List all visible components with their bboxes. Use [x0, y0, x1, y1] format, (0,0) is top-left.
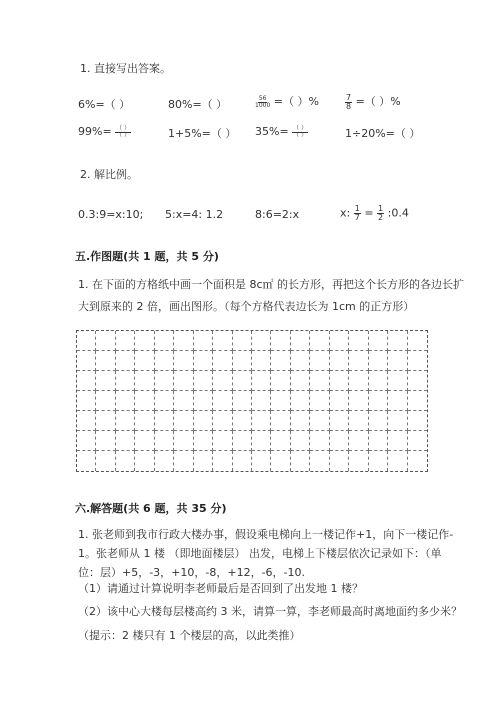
grid-cell — [252, 391, 271, 411]
grid-cell — [174, 431, 193, 451]
grid-cell — [116, 411, 135, 431]
grid-cell — [77, 451, 96, 471]
grid-cell — [310, 431, 329, 451]
grid-cell — [213, 451, 232, 471]
section-6-p1: 1. 张老师到我市行政大楼办事，假设乘电梯向上一楼记作+1，向下一楼记作- — [78, 528, 454, 541]
grid-cell — [330, 331, 349, 351]
grid-cell — [135, 391, 154, 411]
grid-paper — [76, 330, 428, 472]
proportion-2: 5:x=4: 1.2 — [165, 208, 224, 221]
exercise-1a: 6%=（ ） — [78, 98, 131, 111]
grid-cell — [194, 391, 213, 411]
grid-cell — [155, 331, 174, 351]
grid-cell — [116, 431, 135, 451]
grid-cell — [116, 331, 135, 351]
grid-cell — [135, 351, 154, 371]
grid-cell — [252, 371, 271, 391]
grid-cell — [408, 431, 427, 451]
grid-cell — [135, 411, 154, 431]
grid-cell — [388, 431, 407, 451]
grid-cell — [96, 351, 115, 371]
grid-cell — [310, 351, 329, 371]
grid-cell — [233, 351, 252, 371]
grid-cell — [135, 331, 154, 351]
grid-cell — [408, 331, 427, 351]
section-6-heading: 六.解答题(共 6 题，共 35 分) — [75, 502, 227, 515]
grid-cell — [233, 431, 252, 451]
exercise-1h: 1÷20%=（ ） — [345, 127, 421, 140]
proportion-4: x: $\frac{1}{7}$ = $\frac{1}{2}$ :0.4 — [340, 204, 409, 222]
grid-cell — [96, 451, 115, 471]
grid-cell — [271, 351, 290, 371]
grid-cell — [349, 371, 368, 391]
grid-cell — [291, 331, 310, 351]
grid-cell — [310, 391, 329, 411]
grid-cell — [213, 331, 232, 351]
grid-cell — [388, 451, 407, 471]
grid-cell — [369, 411, 388, 431]
fraction-1-7: $\frac{1}{7}$ — [354, 204, 360, 222]
section-6-p3: 位：层）+5，-3，+10，-8，+12，-6，-10. — [78, 566, 306, 579]
fraction-blank: $\frac{( )}{( )}$ — [293, 124, 308, 139]
section-5-line-2: 大到原来的 2 倍，画出图形。（每个方格代表边长为 1cm 的正方形） — [78, 300, 415, 313]
grid-cell — [271, 391, 290, 411]
grid-cell — [369, 431, 388, 451]
grid-cell — [408, 451, 427, 471]
grid-cell — [349, 451, 368, 471]
grid-cell — [135, 371, 154, 391]
grid-cell — [194, 371, 213, 391]
grid-cell — [330, 411, 349, 431]
grid-cell — [116, 351, 135, 371]
grid-cell — [96, 371, 115, 391]
grid-cell — [155, 351, 174, 371]
grid-cell — [213, 371, 232, 391]
grid-cell — [349, 351, 368, 371]
grid-cell — [271, 431, 290, 451]
grid-cell — [155, 431, 174, 451]
grid-cell — [388, 391, 407, 411]
grid-cell — [271, 371, 290, 391]
section-6-p2: 1。张老师从 1 楼 （即地面楼层） 出发，电梯上下楼层依次记录如下：（单 — [78, 547, 442, 560]
grid-cell — [155, 451, 174, 471]
grid-cell — [194, 411, 213, 431]
grid-cell — [252, 411, 271, 431]
grid-cell — [291, 451, 310, 471]
exercise-1d: $\frac{7}{8}$ =（ ）% — [346, 92, 401, 111]
grid-cell — [233, 411, 252, 431]
grid-cell — [77, 351, 96, 371]
grid-cell — [330, 371, 349, 391]
proportion-1: 0.3:9=x:10; — [78, 208, 144, 221]
grid-cell — [77, 331, 96, 351]
section-6-q1: （1）请通过计算说明李老师最后是否回到了出发地 1 楼？ — [78, 582, 363, 595]
grid-cell — [369, 451, 388, 471]
fraction-1-2: $\frac{1}{2}$ — [378, 204, 384, 222]
grid-cell — [155, 371, 174, 391]
section-6-q2: （2）该中心大楼每层楼高约 3 米，请算一算，李老师最高时离地面约多少米？ — [78, 605, 462, 618]
grid-cell — [388, 411, 407, 431]
grid-cell — [174, 411, 193, 431]
exercise-1b: 80%=（ ） — [168, 98, 228, 111]
grid-cell — [369, 391, 388, 411]
grid-cell — [349, 331, 368, 351]
grid-cell — [213, 351, 232, 371]
section-6-hint: （提示：2 楼只有 1 个楼层的高，以此类推） — [78, 629, 301, 642]
grid-cell — [116, 451, 135, 471]
fraction-blank: $\frac{( )}{( )}$ — [116, 124, 131, 139]
grid-cell — [174, 451, 193, 471]
grid-cell — [194, 331, 213, 351]
question-1-title: 1. 直接写出答案。 — [80, 62, 171, 75]
grid-cell — [252, 331, 271, 351]
grid-cell — [408, 391, 427, 411]
grid-cell — [213, 411, 232, 431]
grid-cell — [155, 411, 174, 431]
grid-cell — [174, 391, 193, 411]
grid-cell — [96, 331, 115, 351]
grid-cell — [213, 391, 232, 411]
grid-cell — [116, 371, 135, 391]
grid-cell — [233, 331, 252, 351]
exercise-1f: 1+5%=（ ） — [168, 127, 237, 140]
grid-cell — [194, 431, 213, 451]
fraction-56-1000: $\frac{56}{1000}$ — [255, 94, 271, 109]
grid-cell — [96, 411, 115, 431]
section-5-heading: 五.作图题(共 1 题，共 5 分) — [75, 250, 219, 263]
grid-cell — [408, 371, 427, 391]
question-2-title: 2. 解比例。 — [80, 168, 138, 181]
grid-cell — [233, 451, 252, 471]
grid-cell — [233, 391, 252, 411]
grid-cell — [291, 351, 310, 371]
grid-cell — [135, 431, 154, 451]
grid-cell — [155, 391, 174, 411]
grid-cell — [330, 431, 349, 451]
grid-cell — [252, 351, 271, 371]
section-5-line-1: 1. 在下面的方格纸中画一个面积是 8c㎡ 的长方形，再把这个长方形的各边长扩 — [78, 278, 465, 291]
grid-cell — [310, 411, 329, 431]
grid-cell — [349, 431, 368, 451]
grid-cell — [174, 371, 193, 391]
grid-cell — [194, 451, 213, 471]
grid-cell — [310, 331, 329, 351]
grid-cell — [252, 451, 271, 471]
exercise-1e: 99%= $\frac{( )}{( )}$ — [78, 124, 131, 139]
exercise-1c: $\frac{56}{1000}$ =（ ）% — [255, 94, 319, 109]
grid-cell — [388, 371, 407, 391]
grid-cell — [408, 411, 427, 431]
grid-cell — [194, 351, 213, 371]
grid-cell — [271, 451, 290, 471]
fraction-7-8: $\frac{7}{8}$ — [346, 92, 352, 111]
grid-cell — [135, 451, 154, 471]
exercise-1g: 35%= $\frac{( )}{( )}$ — [255, 124, 308, 139]
grid-cell — [369, 371, 388, 391]
grid-cell — [310, 371, 329, 391]
grid-cell — [388, 351, 407, 371]
grid-cell — [369, 331, 388, 351]
grid-cell — [174, 331, 193, 351]
grid-cell — [330, 351, 349, 371]
grid-cell — [349, 391, 368, 411]
proportion-3: 8:6=2:x — [255, 208, 300, 221]
grid-cell — [330, 451, 349, 471]
grid-cell — [77, 391, 96, 411]
grid-cell — [291, 411, 310, 431]
grid-cell — [369, 351, 388, 371]
grid-cell — [77, 431, 96, 451]
grid-cell — [252, 431, 271, 451]
grid-cell — [388, 331, 407, 351]
grid-cell — [408, 351, 427, 371]
grid-cell — [291, 431, 310, 451]
grid-cell — [291, 391, 310, 411]
grid-cell — [213, 431, 232, 451]
grid-cell — [116, 391, 135, 411]
grid-cell — [271, 411, 290, 431]
grid-cell — [96, 391, 115, 411]
grid-cell — [77, 411, 96, 431]
grid-cell — [271, 331, 290, 351]
grid-cell — [96, 431, 115, 451]
grid-cell — [310, 451, 329, 471]
grid-cell — [291, 371, 310, 391]
grid-cell — [330, 391, 349, 411]
grid-cell — [174, 351, 193, 371]
grid-cell — [233, 371, 252, 391]
grid-cell — [349, 411, 368, 431]
grid-cell — [77, 371, 96, 391]
